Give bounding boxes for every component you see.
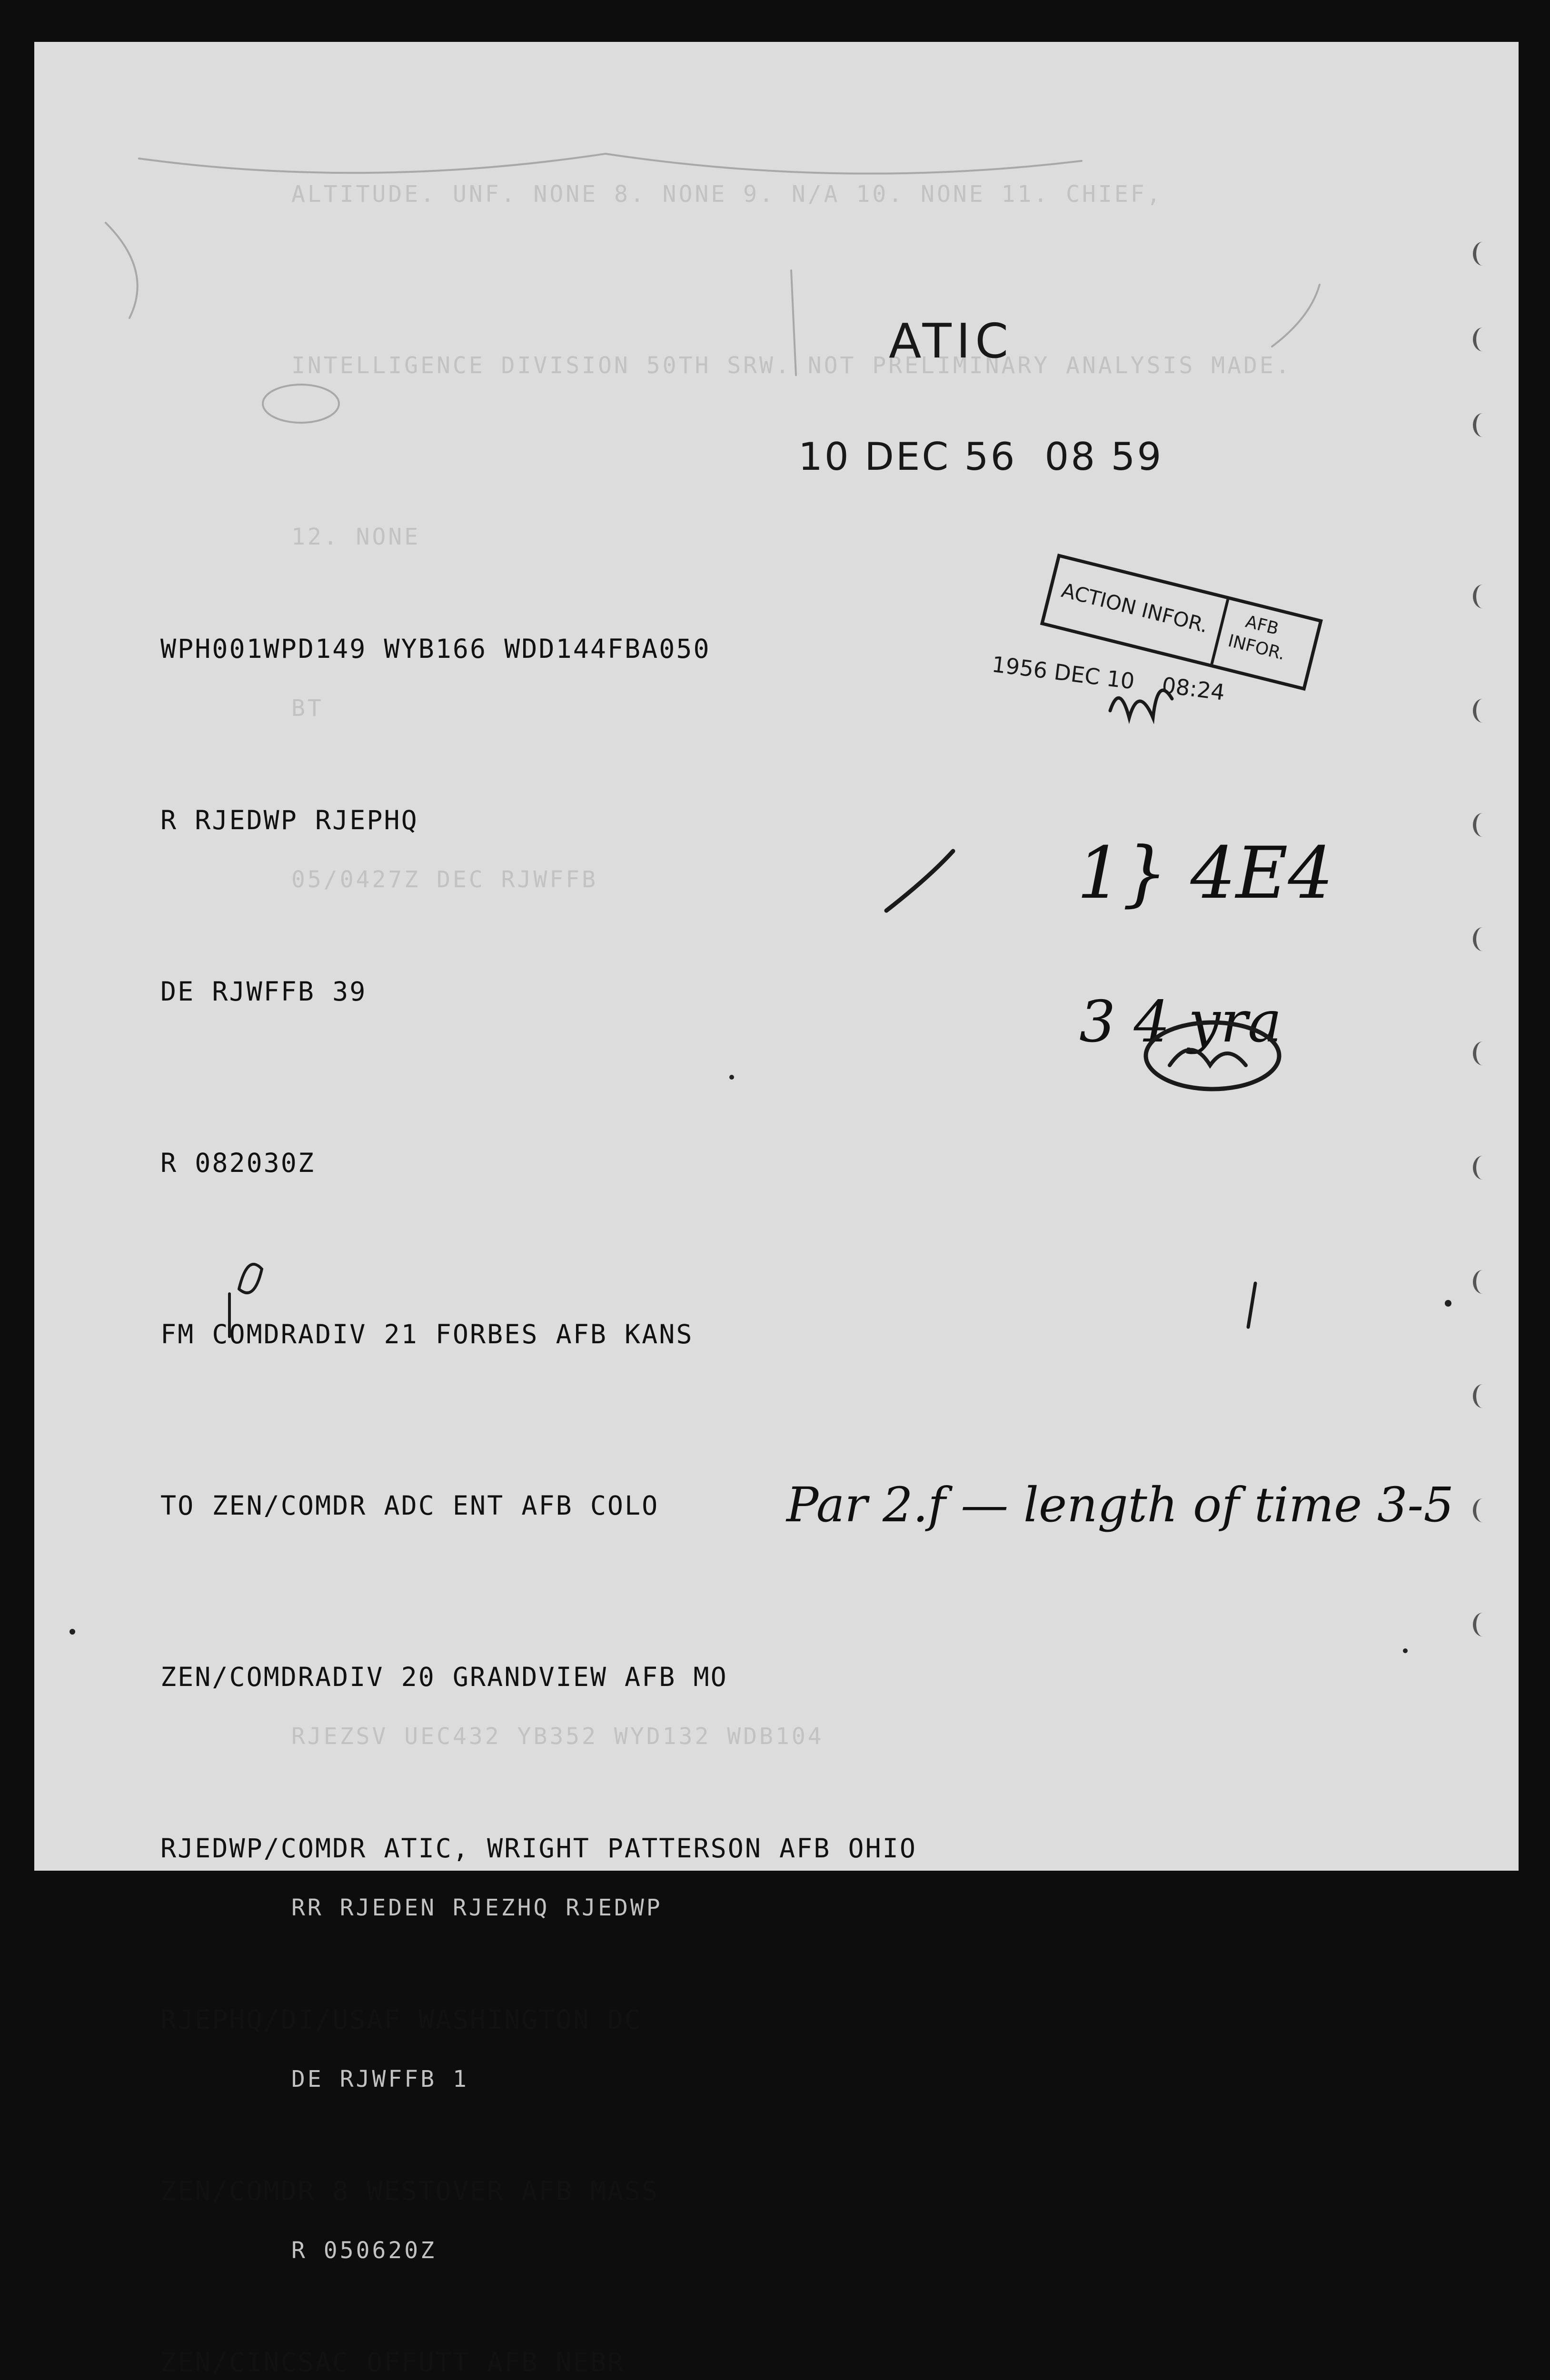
- routing-header-line: WPH001WPD149 WYB166 WDD144FBA050: [160, 634, 711, 664]
- speck: [1403, 1648, 1408, 1653]
- bracket-line: [1248, 1283, 1255, 1327]
- handwritten-note: Par 2.f — length of time 3-5: [786, 1477, 1454, 1533]
- initials-squiggle: [1170, 1050, 1246, 1066]
- document-page: [34, 42, 1519, 2378]
- stamp-infor-label: INFOR.: [1139, 598, 1211, 637]
- originator-line: DE RJWFFB 39: [160, 976, 367, 1007]
- faint-marks: [106, 154, 1320, 423]
- ghost-line: RJEZSV UEC432 YB352 WYD132 WDB104: [291, 1723, 824, 1750]
- atic-stamp: ATIC: [889, 313, 1013, 369]
- ghost-line: DE RJWFFB 1: [291, 2066, 469, 2092]
- faint-stroke: [106, 223, 138, 318]
- received-time-stamp: 1956 DEC 10 08:24: [990, 651, 1226, 705]
- addressee-line: RJEDWP/COMDR ATIC, WRIGHT PATTERSON AFB OHIO: [160, 1833, 917, 1864]
- stamp-afb-infor-label: INFOR.: [1226, 631, 1287, 664]
- initials-circle: [1146, 1022, 1279, 1089]
- dtg-line: R 082030Z: [160, 1148, 316, 1178]
- faint-stroke: [1272, 285, 1320, 347]
- stamp-afb-label: AFB: [1243, 612, 1281, 639]
- handwritten-routing-2: 3 4 yra: [1079, 989, 1282, 1055]
- faint-circle: [263, 385, 339, 423]
- circled-f-mark: [239, 1264, 262, 1293]
- received-initials: [1110, 690, 1172, 718]
- addressee-line: RJEPHQ/DI/USAF WASHINGTON DC: [160, 2004, 642, 2035]
- faint-stroke: [791, 270, 796, 375]
- stamp-action-label: ACTION: [1059, 578, 1139, 620]
- addressee-line: ZEN/COMDR 8 WESTOVER AFB MASS: [160, 2176, 659, 2206]
- to-line: TO ZEN/COMDR ADC ENT AFB COLO: [160, 1490, 659, 1521]
- date-time-stamp: 10 DEC 56 08 59: [798, 435, 1163, 479]
- ghost-line: ALTITUDE. UNF. NONE 8. NONE 9. N/A 10. NONE 11. CHIEF,: [291, 181, 1163, 208]
- ghost-line: BT: [291, 695, 324, 722]
- precedence-line: R RJEDWP RJEPHQ: [160, 805, 418, 835]
- handwritten-routing-1: 1} 4E4: [1077, 832, 1333, 915]
- ghost-line: RR RJEDEN RJEZHQ RJEDWP: [291, 1894, 663, 1921]
- speck: [70, 1629, 75, 1635]
- ghost-line: 05/0427Z DEC RJWFFB: [291, 866, 598, 893]
- from-line: FM COMDRADIV 21 FORBES AFB KANS: [160, 1319, 694, 1349]
- speck: [1445, 1300, 1451, 1307]
- faint-stroke: [139, 154, 1082, 174]
- addressee-line: ZEN/CINCSAC OFFUTT AFB NEBR: [160, 2347, 625, 2378]
- speck: [729, 1075, 734, 1080]
- addressee-line: ZEN/COMDRADIV 20 GRANDVIEW AFB MO: [160, 1662, 728, 1692]
- check-stroke: [886, 851, 953, 911]
- ghost-line: R 050620Z: [291, 2237, 437, 2264]
- ink-marks: [34, 42, 1519, 1871]
- ghost-line: INTELLIGENCE DIVISION 50TH SRW. NOT PRELIMINARY ANALYSIS MADE.: [291, 352, 1292, 379]
- ink-specks: [70, 1075, 1451, 1653]
- ghost-line: 12. NONE: [291, 524, 421, 550]
